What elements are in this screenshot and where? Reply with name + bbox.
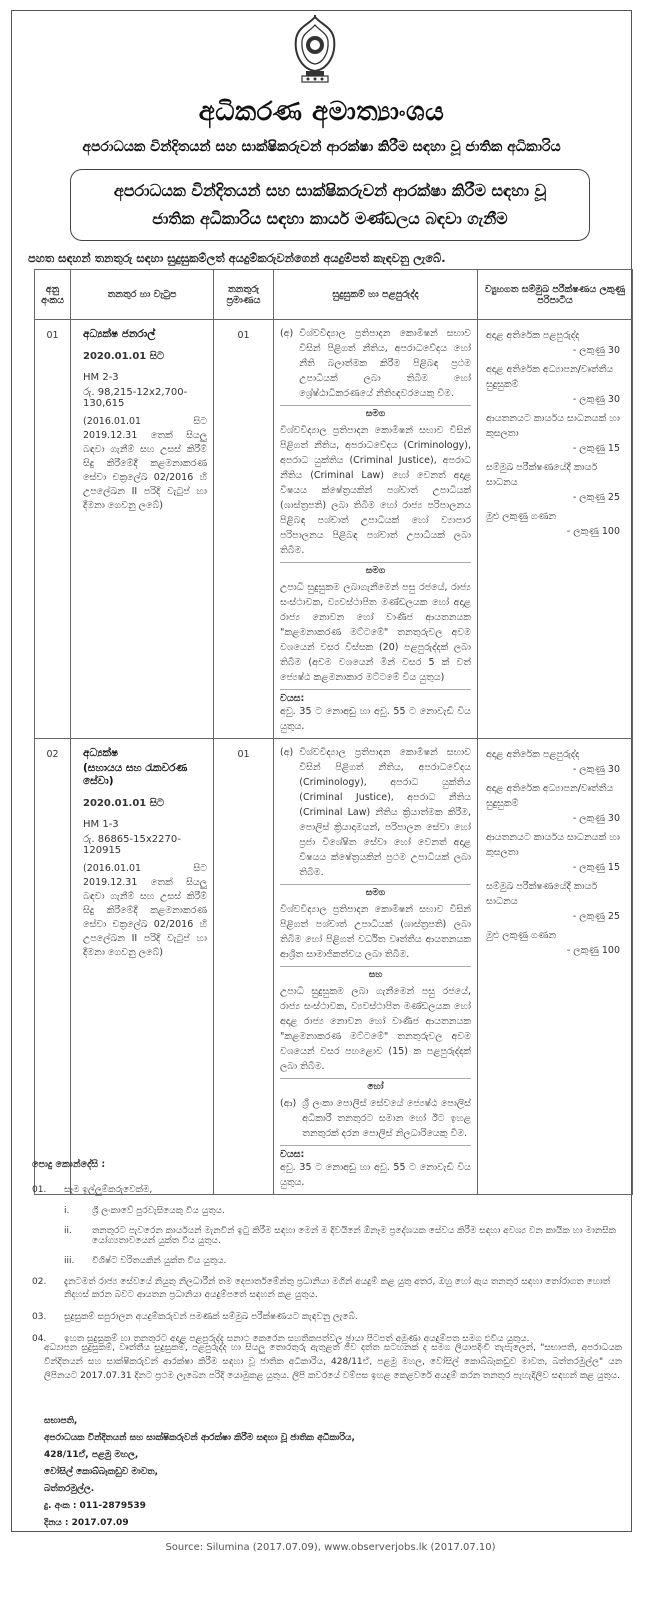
marks-value: - ලකුණු 25 <box>572 911 620 922</box>
condition-number: iii. <box>64 1256 75 1266</box>
vacancy-count: 01 <box>214 320 274 739</box>
marks-value: - ලකුණු 30 <box>572 813 620 824</box>
interview-marks-cell <box>478 739 633 1195</box>
advertisement-frame <box>11 10 632 1532</box>
intro-text: පහත සඳහන් තනතුරු සඳහා සුදුසුකම්ලත් අයදුම්කරුවන්ගෙන් අයදුම්පත් කැඳවනු ලැබේ. <box>28 251 446 265</box>
condition-text: සෑම ඉල්ලුම්කරුවෙක්ම, <box>64 1185 153 1195</box>
post-title: අධ්‍යක්ෂ <box>83 747 119 759</box>
condition-text: විශිෂ්ට චරිතයකින් යුක්ත විය යුතුය. <box>92 1256 227 1266</box>
qualification-d: ශ්‍රී ලංකා පොලිස් සේවයේ ජ්‍යෙෂ්ඨ පොලිස් අධිකාරී තනතුරට සමාන හෝ ඊට ඉහළ තනතුරක් දරන පොලිස් නිලධාරියෙකු වීම. <box>302 1098 471 1139</box>
vacancy-table <box>34 269 633 1195</box>
vacancy-count: 01 <box>214 739 274 1195</box>
qualification-separator: සමග <box>280 405 471 419</box>
marks-value: - ලකුණු 30 <box>572 764 620 775</box>
marks-value: - ලකුණු 30 <box>572 345 620 356</box>
marks-label: අදාළ අතිරේක අධ්‍යාපන/වෘත්තීය සුදුසුකම් <box>486 783 614 809</box>
condition-subitem <box>64 1226 632 1246</box>
marks-item <box>486 879 626 924</box>
ministry-name: අධිකරණ අමාත්‍යාංශය <box>198 97 445 127</box>
advert-title-line-2: ජාතික අධිකාරිය සඳහා කාර්ය මණ්ඩලය බඳවා ගැනීම <box>152 209 508 228</box>
qualification-b: විශ්වවිද්‍යාල ප්‍රතිපාදන කොමිෂන් සභාව විසින් පිළිගත් පශ්චාත් උපාධියක් (ශාස්ත්‍රපති) ලබා තිබීම හෝ පිළිගත් වර්ධිත වෘත්තීය ආයතනයක ආශ්‍රිත සාමාජිකත්වය ලබා තිබීම. <box>280 904 471 960</box>
marks-label: ආයතනයට කාර්යය සාධනයක් හා කුසලතා <box>486 832 620 858</box>
row-serial-no: 02 <box>35 739 71 1195</box>
condition-text: තනතුරට පැවරෙන කාර්යයන් මැනවින් ඉටු කිරීම සඳහා මෙන් ම දිවයිනේ ඕනෑම ප්‍රදේශයක සේවය කිරීම සඳහා අවශ්‍ය වන කායික හා මානසික යෝග්‍යතාවයෙන් යුක්ත විය යුතුය. <box>92 1226 616 1246</box>
header-interview-marks: ව්‍යුහගත සම්මුඛ පරීක්ෂණය ලකුණු පරිපාටිය <box>478 270 633 320</box>
marks-label: ආයතනයට කාර්යය සාධනයක් හා කුසලතා <box>486 413 620 439</box>
qualification-c: උපාධි සුදුසුකම ලබා ගැනීමෙන් පසු රජයේ, රාජ්‍ය සංස්ථාවක, ව්‍යවස්ථාපිත මණ්ඩලයක හෝ අදාළ රාජ්‍ය නොවන හෝ වාණිජ ආයතනයක "කළමනාකරණ මට්ටමේ" තනතුරුවල අවම වශයෙන් වසර පහළොව (15) ක පළපුරුද්දක් ලබා තිබීම. <box>280 986 471 1072</box>
marks-item <box>486 411 626 456</box>
marks-item <box>486 460 626 505</box>
marks-label: අදාළ අතිරේක අධ්‍යාපන/වෘත්තීය සුදුසුකම් <box>486 364 614 390</box>
qualifications-cell <box>274 320 478 739</box>
header-post-salary: තනතුර හා වැටුප <box>71 270 214 320</box>
qualification-c: උපාධි සුදුසුකම ලබාගැනීමෙන් පසු රජයේ, රාජ්‍ය සංස්ථාවක, ව්‍යවස්ථාපිත මණ්ඩලයක හෝ අදාළ රාජ්‍ය නොවන හෝ වාණිජ ආයතනයක "කළමනාකරණ මට්ටමේ" තනතුරුවල අවම වශයෙන් වසර විස්සක (20) පළපුරුද්දක් ලබා තිබීම (අවම වශයෙන් මින් වසර 5 ක් වත් ජ්‍යෙෂ්ඨ කළමනාකාර මට්ටමේ විය යුතුය) <box>280 582 471 683</box>
post-title: අධ්‍යක්ෂ ජනරාල් <box>83 328 156 340</box>
marks-item <box>486 928 626 958</box>
address-line: බත්තරමුල්ල. <box>44 1484 95 1494</box>
marks-value: - ලකුණු 25 <box>572 492 620 503</box>
general-conditions-heading: පොදු කොන්දේසි : <box>32 1159 106 1170</box>
national-emblem-icon <box>292 15 338 87</box>
marks-value: - ලකුණු 30 <box>572 394 620 405</box>
condition-number: 02. <box>32 1277 47 1287</box>
advert-title-line-1: අපරාධයක වින්දිතයන් සහ සාක්ෂිකරුවන් ආරක්ෂා කිරීම සඳහා වූ <box>113 181 547 200</box>
salary-note: (2016.01.01 සිට 2019.12.31 තෙක් සියලු බඳවා ගැනීම් සහ උසස් කිරීම් සිදු කිරීමේදී කළමනාකරණ සේවා චක්‍රලේඛ 02/2016 හි උපලේඛන II පරිදි වැටුප් හා දීමනා ගෙවනු ලබේ) <box>83 416 207 511</box>
address-line: අපරාධයක වින්දිතයන් සහ සාක්ෂිකරුවන් ආරක්ෂා කිරීම සඳහා වූ ජාතික අධිකාරිය, <box>44 1433 355 1443</box>
row-serial-no: 01 <box>35 320 71 739</box>
marks-item <box>486 781 626 826</box>
qualification-separator: සහ <box>280 966 471 980</box>
table-row <box>35 320 633 739</box>
authority-name: අපරාධයක වින්දිතයන් සහ සාක්ෂිකරුවන් ආරක්ෂා කිරීම සඳහා වූ ජාතික අධිකාරිය <box>82 139 561 155</box>
interview-marks-cell <box>478 320 633 739</box>
age-label: වයස: <box>280 689 471 704</box>
condition-item <box>32 1184 632 1197</box>
age-requirement: අවු. 35 ට නොඅඩු හා අවු. 55 ට නොවැඩි විය යුතුය. <box>280 1162 471 1188</box>
salary-grade: HM 1-3 <box>83 819 119 830</box>
effective-date: 2020.01.01 සිට <box>83 798 165 809</box>
qualification-label-b: (ආ) <box>280 1098 297 1109</box>
condition-subitem <box>64 1256 632 1266</box>
source-credit: Source: Silumina (2017.07.09), www.observerjobs.lk (2017.07.10) <box>165 1542 496 1553</box>
condition-text: දැනටමත් රාජ්‍ය සේවයේ නියුතු නිලධාරීන් තම දෙපාර්තමේන්තු ප්‍රධානියා මගින් අයදුම් කළ යුතු අතර, ඔහු හෝ ඇය තනතුර සඳහා තෝරාගත හොත් නිදහස් කරන බවට ආයතන ප්‍රධානියා අයදුම්පතේ සඳහන් කළ යුතුය. <box>64 1277 611 1300</box>
address-line: සභාපති, <box>44 1416 78 1426</box>
marks-label: අදාළ අතිරේක පළපුරුද්ද <box>486 749 580 760</box>
application-instructions: අධ්‍යාපන සුදුසුකම්, වෘත්තීය සුදුසුකම්, පළපුරුද්ද හා සියලු තොරතුරු ඇතුළත් ජීව දත්ත සටහනක් ද සමග ලියාපදිංචි තැපැලෙන්, "සභාපති, අපරාධයක වින්දිතයන් සහ සාක්ෂිකරුවන් ආරක්ෂා කිරීම සඳහා වූ ජාතික අධිකාරිය, 428/11ඒ, පළමු මහල, වෝසිල් කොබ්බෑකඩුව මාවත, බත්තරමුල්ල" යන ලිපිනයට 2017.07.31 දිනට ප්‍රථම ලැබෙන පරිදි යොමුකළ යුතුය. ලිපි කවරයේ වම්පස ඉහළ කෙළවරේ අයදුම් කරන තනතුර පැහැදිලිව සඳහන් කළ යුතුය. <box>44 1343 622 1381</box>
marks-label: අදාළ අතිරේක පළපුරුද්ද <box>486 330 580 341</box>
qualifications-cell <box>274 739 478 1195</box>
age-label: වයස: <box>280 1145 471 1160</box>
header-serial-no: අනු අංකය <box>35 270 71 320</box>
advert-date: දිනය : 2017.07.09 <box>44 1518 129 1528</box>
post-cell <box>71 739 214 1195</box>
salary-note: (2016.01.01 සිට 2019.12.31 තෙක් සියලු බඳවා ගැනීම් සහ උසස් කිරීම් සිදු කිරීමේදී කළමනාකරණ සේවා චක්‍රලේඛ 02/2016 හි උපලේඛන II පරිදි වැටුප් හා දීමනා ගෙවනු ලබේ) <box>83 863 207 958</box>
marks-label: සම්මුඛ පරීක්ෂණයේදී කාර්ය සාධනය <box>486 881 598 907</box>
condition-item <box>32 1311 632 1324</box>
table-row <box>35 739 633 1195</box>
condition-number: ii. <box>64 1226 72 1236</box>
marks-item <box>486 328 626 358</box>
qualification-separator: සමග <box>280 562 471 576</box>
marks-item <box>486 362 626 407</box>
marks-value: - ලකුණු 15 <box>572 443 620 454</box>
age-requirement: අවු. 35 ට නොඅඩු හා අවු. 55 ට නොවැඩි විය යුතුය. <box>280 706 471 732</box>
qualification-a: විශ්වවිද්‍යාල ප්‍රතිපාදන කොමිෂන් සභාව විසින් පිළිගත් නීතිය, අපරාධවේදය (Criminology), අපරාධ යුක්තිය (Criminal Justice), අපරාධ නීතිය (Criminal Law) නීතිය ක්‍රියාත්මක කිරීම, පොලිස් ක්‍රියාදාමයන්, පරිපාලන සේවා හෝ ප්‍රජා විශේෂිත සේවා හෝ වෙනත් අදාළ විෂයය ක්ෂේත්‍රයකින් ප්‍රථම උපාධියක් ලබා තිබීම. <box>299 747 471 878</box>
condition-number: 03. <box>32 1312 47 1322</box>
qualification-label-a: (අ) <box>280 328 294 339</box>
qualification-separator: හෝ <box>280 1078 471 1092</box>
contact-address <box>44 1413 355 1532</box>
marks-label: මුළු ලකුණු ගණන <box>486 930 557 941</box>
effective-date: 2020.01.01 සිට <box>83 351 165 362</box>
condition-number: i. <box>64 1206 70 1216</box>
phone-number: දු. අංක : 011-2879539 <box>44 1501 146 1511</box>
marks-item <box>486 830 626 875</box>
salary-scale: රු. 86865-15x2270-120915 <box>83 834 181 856</box>
condition-text: ඉහත සුදුසුකම් හා තනතුරට අදාළ පළපුරුද්ද සනාථ කෙරෙන සහතිකපත්වල ඡායා පිටපත් අමුණා අයදුම්පත සමග එවිය යුතුය. <box>64 1334 530 1344</box>
marks-label: මුළු ලකුණු ගණන <box>486 511 557 522</box>
post-subtitle: (සහායය සහ රැකවරණ සේවා) <box>83 762 188 787</box>
condition-subitem <box>64 1206 632 1216</box>
header-qualifications: සුදුසුකම් හා පළපුරුද්ද <box>274 270 478 320</box>
salary-grade: HM 2-3 <box>83 372 119 383</box>
marks-value: - ලකුණු 100 <box>566 526 620 537</box>
address-line: වෝසිල් කොබ්බෑකඩුව මාවත, <box>44 1467 159 1477</box>
salary-scale: රු. 98,215-12x2,700-130,615 <box>83 387 188 409</box>
condition-item <box>32 1276 632 1302</box>
header-vacancies: තනතුරු ප්‍රමාණය <box>214 270 274 320</box>
qualification-b: විශ්වවිද්‍යාල ප්‍රතිපාදන කොමිෂන් සභාව විසින් පිළිගත් නීතිය, අපරාධවේදය (Criminology), අපරාධ යුක්තිය (Criminal Justice), අපරාධ නීතිය (Criminal Law) හෝ වෙනත් අදාළ විෂයය ක්ෂේත්‍රයකින් පශ්චාත් උපාධියක් (ශාස්ත්‍රපති) ලබා තිබීම හෝ රාජ්‍ය පරිපාලනය පිළිබඳ පශ්චාත් උපාධියක් හෝ ව්‍යාපාර පරිපාලනය පිළිබඳ පශ්චාත් උපාධියක් ලබා තිබීම. <box>280 425 471 556</box>
qualification-a: විශ්වවිද්‍යාල ප්‍රතිපාදන කොමිෂන් සභාව විසින් පිළිගත් නීතිය, අපරාධවේදය හෝ නීති බලාත්මක කිරීම පිළිබඳ ප්‍රථම උපාධියක් ලබා තිබීම හෝ ශ්‍රේෂ්ඨාධිකරණයේ නීතිඥවරයෙකු වීම. <box>299 328 471 399</box>
marks-value: - ලකුණු 15 <box>572 862 620 873</box>
table-header-row <box>35 270 633 320</box>
qualification-separator: සමග <box>280 884 471 898</box>
condition-number: 04. <box>32 1334 47 1344</box>
marks-value: - ලකුණු 100 <box>566 945 620 956</box>
marks-item <box>486 509 626 539</box>
qualification-label-a: (අ) <box>280 747 294 758</box>
post-cell <box>71 320 214 739</box>
condition-text: සුදුසුකම් සපුරාලන අයදුම්කරුවන් පමණක් සම්මුඛ පරීක්ෂණයට කැඳවනු ලැබේ. <box>64 1312 358 1322</box>
address-line: 428/11ඒ, පළමු මහල, <box>44 1450 139 1460</box>
marks-item <box>486 747 626 777</box>
advert-title-box <box>70 169 590 241</box>
general-conditions <box>32 1159 632 1355</box>
condition-number: 01. <box>32 1185 47 1195</box>
condition-text: ශ්‍රී ලංකාවේ පුරවැසියෙකු විය යුතුය. <box>92 1206 225 1216</box>
marks-label: සම්මුඛ පරීක්ෂණයේදී කාර්ය සාධනය <box>486 462 598 488</box>
